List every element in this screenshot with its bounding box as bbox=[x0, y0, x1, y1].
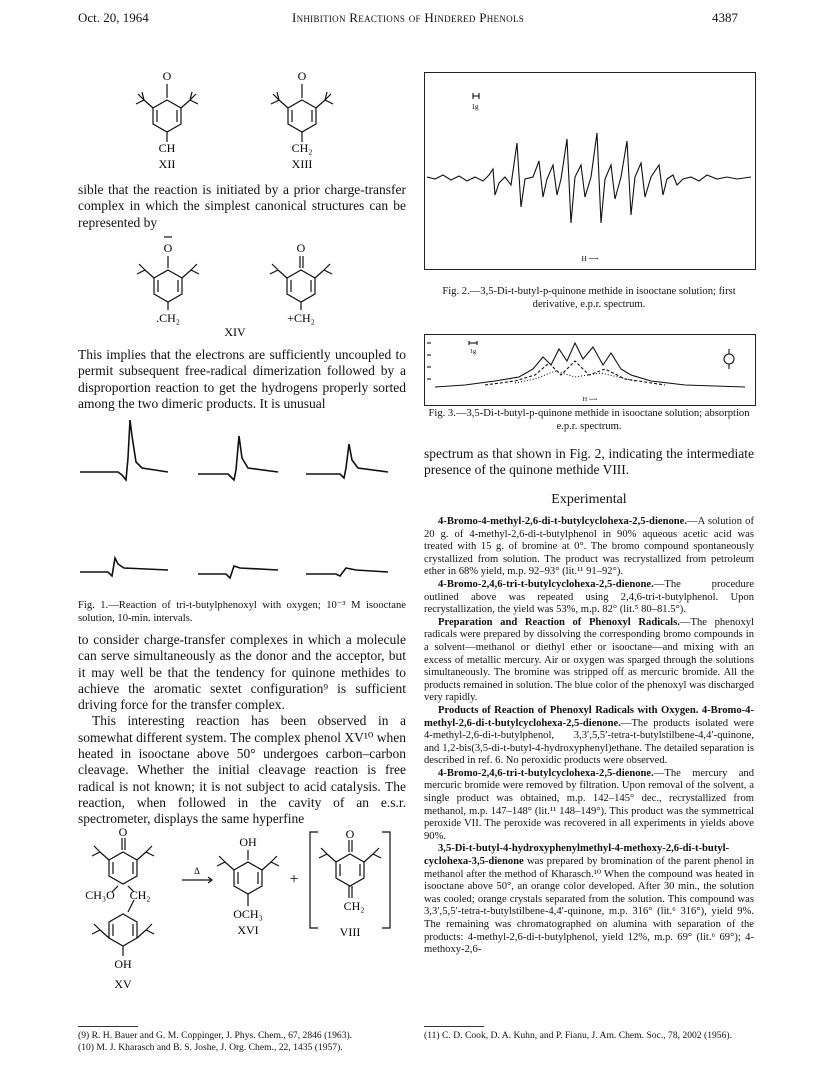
right-paragraph-1: spectrum as that shown in Fig. 2, indicating the intermediate presence of the quinone methide VIII. bbox=[424, 446, 754, 478]
xvi-label: XVI bbox=[237, 923, 259, 937]
page-number: 4387 bbox=[712, 10, 738, 25]
exp-text-5: —The mercury and mercuric bromide were removed by filtration. Upon removal of the solvent, a single product was obtained, m.p. 142–145° dec., recrystallized from methanol, m.p. 147–148° (lit.¹¹ 148–149°). This product was the symmetrical peroxide VII. The peroxide was recovered in all experiments in yields above 90%. bbox=[424, 767, 754, 842]
exp-text-4: —The products isolated were 4-methyl-2,6-di-t-butylphenol, 3,3′,5,5′-tetra-t-butylstilbene-4,4′-quinone, and 1,2-bis(3,5-di-t-butyl-4-hydroxyphenyl)ethane. The detailed separation is described in ref. 6. No peroxidic products were observed. bbox=[424, 717, 754, 767]
exp-head-3: Preparation and Reaction of Phenoxyl Radicals. bbox=[438, 616, 680, 628]
exp-text-2: —The procedure outlined above was repeated using 2,4,6-tri-t-butylphenol. Upon recrystallization, the yield was 53%, m.p. 82° (lit.⁵ 80–81.5°). bbox=[424, 578, 754, 616]
xv-bottom: OH bbox=[114, 957, 132, 971]
exp-head-6: 3,5-Di-t-butyl-4-hydroxyphenylmethyl-4-methoxy-2,6-di-t-butyl-cyclohexa-3,5-dienone bbox=[424, 843, 730, 868]
xiv-a-top: O bbox=[163, 241, 173, 255]
right-footnotes bbox=[424, 1030, 754, 1042]
figure-3-scale: 1g bbox=[470, 349, 476, 355]
structures-xii-xiii bbox=[110, 66, 370, 176]
exp-para-6 bbox=[424, 843, 754, 956]
exp-para-5 bbox=[424, 768, 754, 844]
viii-bottom: CH₂ bbox=[343, 899, 365, 913]
xii-label: XII bbox=[158, 157, 176, 171]
experimental-body bbox=[424, 516, 754, 957]
exp-para-1 bbox=[424, 516, 754, 579]
xii-bottom: CH bbox=[158, 141, 176, 155]
figure-3-axis: H ⟶ bbox=[582, 397, 598, 403]
exp-para-3 bbox=[424, 617, 754, 705]
plus-sign: + bbox=[289, 871, 299, 888]
left-paragraph-2: This implies that the electrons are sufficiently uncoupled to permit subsequent free-radical dimerization followed by a disproportion reaction to get the hydrogens properly sorted among the two dimeric products. It is unusual bbox=[78, 347, 406, 411]
xvi-bottom: OCH₃ bbox=[233, 907, 263, 921]
footnote-10: (10) M. J. Kharasch and B. S. Joshe, J. Org. Chem., 22, 1435 (1957). bbox=[78, 1041, 343, 1053]
figure-3-spectrum bbox=[425, 335, 755, 405]
footnote-11: (11) C. D. Cook, D. A. Kuhn, and P. Fianu, J. Am. Chem. Soc., 78, 2002 (1956). bbox=[424, 1030, 732, 1041]
experimental-heading: Experimental bbox=[551, 492, 627, 507]
xiv-a-bottom: .CH₂ bbox=[156, 311, 180, 325]
figure-2-scale: 1g bbox=[471, 103, 479, 111]
exp-para-4 bbox=[424, 705, 754, 768]
header-title: Inhibition Reactions of Hindered Phenols bbox=[291, 10, 525, 25]
figure-3-frame bbox=[424, 334, 756, 406]
figure-1-traces bbox=[78, 418, 408, 598]
exp-para-2 bbox=[424, 579, 754, 617]
figure-3-caption: Fig. 3.—3,5-Di-t-butyl-p-quinone methide in isooctane solution; absorption e.p.r. spectrum. bbox=[428, 408, 750, 432]
exp-head-1: 4-Bromo-4-methyl-2,6-di-t-butylcyclohexa-2,5-dienone. bbox=[438, 516, 688, 527]
xiii-label: XIII bbox=[291, 157, 313, 171]
xiv-label: XIV bbox=[224, 325, 246, 339]
footnote-rule-left bbox=[78, 1026, 138, 1027]
arrow-label: Δ bbox=[194, 866, 200, 876]
left-paragraph-1: sible that the reaction is initiated by a prior charge-transfer complex in which the simplest canonical structures can be represented by bbox=[78, 182, 406, 230]
footnote-9: (9) R. H. Bauer and G. M. Coppinger, J. Phys. Chem., 67, 2846 (1963). bbox=[78, 1030, 353, 1041]
figure-1-caption: Fig. 1.—Reaction of tri-t-butylphenoxyl with oxygen; 10⁻³ M isooctane solution, 10-min. intervals. bbox=[78, 600, 406, 624]
xv-right: CH₂ bbox=[129, 888, 151, 902]
left-footnotes bbox=[78, 1030, 406, 1053]
figure-2-frame bbox=[424, 72, 756, 270]
left-paragraph-4: This interesting reaction has been observed in a somewhat different system. The complex phenol XV¹⁰ when heated in isooctane above 50° undergoes carbon–carbon cleavage. Whether the initial cleavage reaction is free radical is not known; it is not subject to acid catalysis. The reaction, when followed in the cavity of an e.s.r. spectrometer, displays the same hyperfine bbox=[78, 713, 406, 827]
figure-2-caption: Fig. 2.—3,5-Di-t-butyl-p-quinone methide in isooctane solution; first derivative, e.p.r. spectrum. bbox=[442, 286, 736, 310]
structures-xv-xvi-viii bbox=[78, 826, 408, 1002]
xv-label: XV bbox=[114, 977, 132, 991]
figure-2-axis: H ⟶ bbox=[581, 255, 599, 263]
exp-text-6: was prepared by bromination of the parent phenol in methanol after the method of Kharasch.¹⁰ When the compound was heated in isooctane above 50°, an orange color developed. After 30 min., the solution was cooled; orange crystals separated from the solution. This compound was 3,3′,5,5′-tetra-t-butylstilbene-4,4′-quinone, m.p. 316° (lit.⁶ 316°), yield 9%. The remaining was chromatographed on alumina with separation of the products: 4-methyl-2,6-di-t-butylphenol, yield 12%, m.p. 69° (lit.⁶ 69°); 4-methoxy-2,6- bbox=[424, 856, 754, 956]
exp-head-2: 4-Bromo-2,4,6-tri-t-butylcyclohexa-2,5-dienone. bbox=[438, 578, 654, 590]
viii-top: O bbox=[345, 827, 355, 841]
viii-label: VIII bbox=[339, 925, 361, 939]
xiii-top: O bbox=[297, 69, 307, 83]
xiv-b-bottom: +CH₂ bbox=[287, 311, 315, 325]
figure-2-spectrum bbox=[425, 73, 755, 269]
exp-head-4: Products of Reaction of Phenoxyl Radicals with Oxygen. 4-Bromo-4-methyl-2,6-di-t-butylcyclohexa-2,5-dienone. bbox=[424, 704, 754, 729]
xv-left: CH₃O bbox=[85, 888, 115, 902]
xiv-b-top: O bbox=[296, 241, 306, 255]
xvi-top: OH bbox=[239, 835, 257, 849]
structures-xiv bbox=[110, 236, 370, 340]
xv-top: O bbox=[118, 826, 128, 839]
left-paragraph-3: to consider charge-transfer complexes in which a molecule can serve simultaneously as the donor and the acceptor, but it may well be that the tendency for quinone methides to achieve the aromatic sextet configuration⁹ is sufficient driving force for the transfer complex. This interesting reaction has been observed in a somewhat different system. The complex phenol XV¹⁰ when heated in isooctane above 50° undergoes carbon–carbon cleavage. Whether the initial cleavage reaction is free radical is not known; it is not subject to acid catalysis. The reaction, when followed in the cavity of an e.s.r. spectrometer, displays the same hyperfine bbox=[78, 632, 406, 827]
footnote-rule-right bbox=[424, 1026, 484, 1027]
exp-head-5: 4-Bromo-2,4,6-tri-t-butylcyclohexa-2,5-dienone. bbox=[438, 767, 654, 779]
header-date: Oct. 20, 1964 bbox=[78, 10, 149, 25]
exp-text-3: —The phenoxyl radicals were prepared by dissolving the corresponding bromo compounds in a solvent—methanol or diethyl ether or isooctane—and mixing with an excess of metallic mercury. Air or oxygen was sparged through the solutions simultaneously. The bromine was stripped off as mercuric bromide. All the products remained in solution. The blue color of the phenoxyl was discharged very rapidly. bbox=[424, 616, 754, 704]
xii-top: O bbox=[162, 69, 172, 83]
xiii-bottom: CH₂ bbox=[291, 141, 313, 155]
exp-text-1: —A solution of 20 g. of 4-methyl-2,6-di-t-butylphenol in 90% aqueous acetic acid was treated with 15 g. of bromine at 0°. The bromo compound spontaneously crystallized from solution. The product was recrystallized from petroleum ether in 68% yield, m.p. 92–93° (lit.¹¹ 91–92°). bbox=[424, 516, 754, 578]
